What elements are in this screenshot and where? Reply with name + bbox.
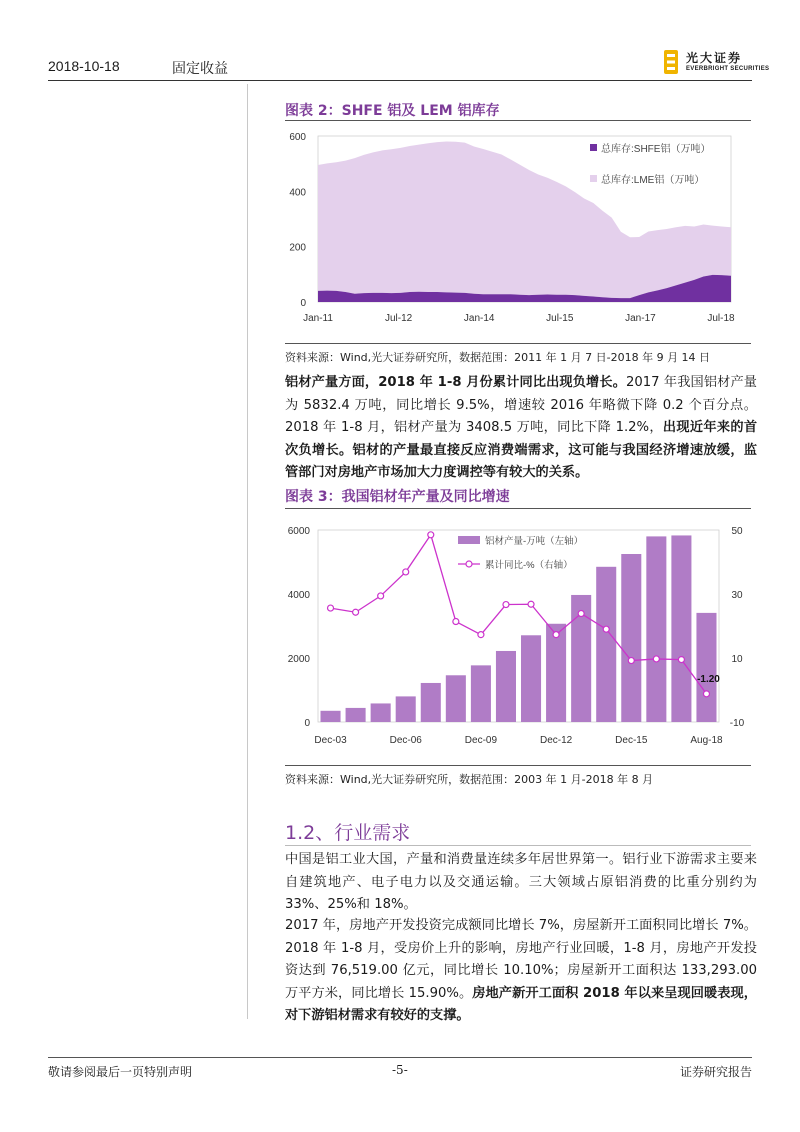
bar-production — [471, 665, 491, 722]
x-tick-label: Dec-09 — [464, 735, 498, 746]
figure3-chart — [285, 512, 751, 756]
point-yoy-growth — [528, 601, 534, 607]
y-left-tick-label: 0 — [304, 718, 310, 729]
bar-production — [696, 613, 716, 722]
section-title: 1.2、行业需求 — [285, 822, 411, 844]
y-left-tick-label: 6000 — [287, 526, 310, 537]
bar-production — [646, 536, 666, 722]
x-tick-label: Jan-14 — [463, 313, 495, 324]
para1-conclusion: 出现近年来的首次负增长。铝材的产量最直接反应消费端需求，这可能与我国经济增速放缓，监管部门对房地产市场加大力度调控等有较大的关系。 — [285, 420, 758, 480]
y-right-tick-label: 50 — [731, 526, 743, 537]
point-yoy-growth — [503, 602, 509, 608]
point-yoy-growth — [428, 532, 434, 538]
x-tick-label: Dec-12 — [539, 735, 573, 746]
figure3-bottom-rule — [285, 765, 751, 766]
figure2-chart — [285, 122, 751, 340]
y-tick-label: 400 — [289, 187, 306, 199]
report-date: 2018-10-18 — [48, 58, 120, 74]
y-right-tick-label: -10 — [729, 718, 745, 729]
x-tick-label: Jul-12 — [384, 313, 413, 324]
bar-production — [496, 651, 516, 722]
para1-lead: 铝材产量方面，2018 年 1-8 月份累计同比出现负增长。 — [285, 375, 627, 390]
y-right-tick-label: 10 — [731, 654, 743, 665]
para1-body: 2017 年我国铝材产量为 5832.4 万吨，同比增长 9.5%，增速较 2016 年略微下降 0.2 个百分点。2018 年 1-8 月，铝材产量为 3408.5 万吨，同比下降 1.2%， — [285, 375, 757, 435]
point-yoy-growth — [353, 609, 359, 615]
y-left-tick-label: 2000 — [287, 654, 310, 665]
footer-divider — [48, 1057, 752, 1058]
logo-mark-icon — [664, 50, 678, 74]
x-tick-label: Dec-06 — [389, 735, 422, 746]
x-tick-label: Aug-18 — [690, 735, 723, 746]
figure2-source: 资料来源：Wind,光大证券研究所，数据范围：2011 年 1 月 7 日-2018 年 9 月 14 日 — [285, 351, 711, 364]
para3-body: 2017 年，房地产开发投资完成额同比增长 7%，房屋新开工面积同比增长 7%。2018 年 1-8 月，受房价上升的影响，房地产行业回暖，1-8 月，房地产开发投资达到 76,519.00 亿元，同比增长 10.10%；房屋新开工面积达 133,293.00 万平方米，同比增长 15.90%。 — [285, 918, 757, 1001]
paragraph-industry-demand: 中国是铝工业大国，产量和消费量连续多年居世界第一。铝行业下游需求主要来自建筑地产、电子电力以及交通运输。三大领域占原铝消费的比重分别约为 33%、25%和 18%。 — [285, 852, 757, 912]
y-tick-label: 600 — [289, 132, 306, 143]
point-yoy-growth — [553, 632, 559, 638]
para3-conclusion: 房地产新开工面积 2018 年以来呈现回暖表现，对下游铝材需求有较好的支撑。 — [285, 985, 757, 1023]
y-tick-label: 200 — [289, 242, 306, 254]
bar-production — [346, 708, 366, 722]
bar-production — [546, 624, 566, 722]
x-tick-label: Jan-17 — [625, 313, 656, 324]
figure3-title-rule — [285, 508, 751, 509]
bar-production — [321, 711, 341, 722]
x-tick-label: Dec-15 — [615, 735, 648, 746]
point-yoy-growth — [653, 656, 659, 662]
figure3-title: 图表 3：我国铝材年产量及同比增速 — [285, 489, 510, 505]
bar-production — [421, 683, 441, 722]
figure2-bottom-rule — [285, 343, 751, 344]
figure2-title-rule — [285, 120, 751, 121]
margin-divider — [247, 84, 248, 1019]
report-category: 固定收益 — [172, 61, 228, 77]
paragraph-aluminum-output — [285, 372, 757, 485]
legend-swatch-shfe — [590, 144, 597, 151]
data-label-latest: -1.20 — [697, 673, 720, 685]
point-yoy-growth — [703, 691, 709, 697]
bar-production — [596, 567, 616, 722]
paragraph-real-estate — [285, 915, 757, 1028]
footer-report-type: 证券研究报告 — [679, 1065, 752, 1079]
bar-production — [521, 635, 541, 722]
bar-production — [371, 703, 391, 722]
legend-label-shfe: 总库存:SHFE铝（万吨） — [601, 144, 711, 155]
legend-label-line: 累计同比-%（右轴） — [485, 560, 573, 571]
bar-production — [396, 696, 416, 722]
point-yoy-growth — [378, 593, 384, 599]
bar-production — [446, 675, 466, 722]
y-right-tick-label: 30 — [731, 590, 743, 601]
point-yoy-growth — [403, 569, 409, 575]
logo-text-en: EVERBRIGHT SECURITIES — [686, 66, 770, 72]
figure3-source: 资料来源：Wind,光大证券研究所，数据范围：2003 年 1 月-2018 年 8 月 — [285, 773, 654, 786]
series-lme-area — [318, 142, 731, 299]
legend-swatch-bar — [458, 536, 480, 544]
x-tick-label: Jul-18 — [707, 313, 735, 324]
logo-text-cn: 光大证券 — [686, 51, 743, 65]
point-yoy-growth — [453, 619, 459, 625]
bar-production — [671, 535, 691, 722]
figure2-title: 图表 2：SHFE 铝及 LEM 铝库存 — [285, 103, 500, 119]
point-yoy-growth — [328, 605, 334, 611]
point-yoy-growth — [578, 611, 584, 617]
point-yoy-growth — [678, 657, 684, 663]
legend-swatch-lme — [590, 175, 597, 182]
point-yoy-growth — [478, 632, 484, 638]
y-tick-label: 0 — [300, 298, 306, 309]
x-tick-label: Jan-11 — [303, 313, 333, 324]
legend-label-lme: 总库存:LME铝（万吨） — [601, 175, 705, 186]
bar-production — [621, 554, 641, 722]
point-yoy-growth — [603, 626, 609, 632]
legend-marker-line — [466, 561, 472, 567]
footer-disclaimer: 敬请参阅最后一页特别声明 — [48, 1065, 193, 1079]
everbright-logo — [664, 48, 770, 76]
point-yoy-growth — [628, 658, 634, 664]
legend-label-bar: 铝材产量-万吨（左轴） — [485, 536, 584, 547]
section-rule — [285, 845, 751, 846]
x-tick-label: Dec-03 — [314, 735, 347, 746]
x-tick-label: Jul-15 — [546, 313, 574, 324]
header-divider — [48, 80, 752, 81]
page-number: -5- — [392, 1063, 408, 1077]
y-left-tick-label: 4000 — [287, 590, 310, 601]
